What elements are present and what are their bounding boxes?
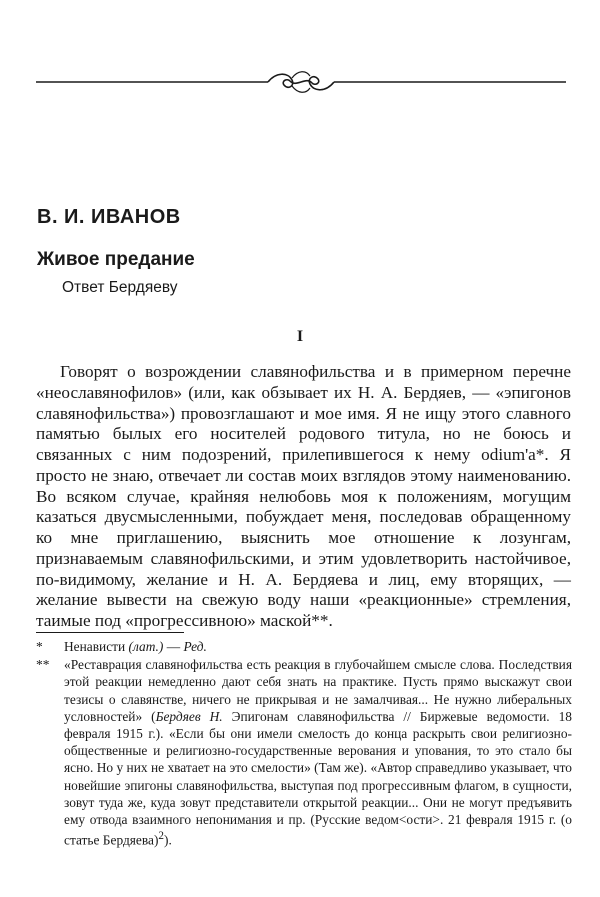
footnote-2 <box>36 656 572 849</box>
footnote-text: Ненависти (лат.) — Ред. <box>64 639 207 654</box>
footnotes <box>36 638 572 849</box>
footnote-divider <box>36 632 184 633</box>
footnote-text: «Реставрация славянофильства есть реакция в глубочайшем смысле слова. Последствия этой реакции немедленно дают себя знать на практике. Пусть прямо выскажут свои тезисы о славянстве, ничего не прикрывая и не замалчивая... Не нужно либеральных условностей» (Бердяев Н. Эпигонам славянофильства // Биржевые ведомости. 18 февраля 1915 г.). «Если бы они имели смелость до конца раскрыть свои религиозно-общественные и религиозно-государственные верования и упования, то это стало бы ясно. Но у них не хватает на это смелости» (Там же). «Автор справедливо указывает, что новейшие эпигоны славянофильства, выступая под прогрессивным флагом, в сущности, зовут туда же, куда зовут представители открытой реакции... Они не могут предъявить ему отвода взаимного непонимания и пр. (Русские ведом<ости>. 21 февраля 1915 г. (о статье Бердяева)$^2$). <box>64 657 572 848</box>
footnote-mark: * <box>36 639 43 654</box>
footnote-mark: ** <box>36 657 50 673</box>
section-numeral: I <box>296 328 304 345</box>
author-name: В. И. ИВАНОВ <box>37 206 181 228</box>
article-title: Живое предание <box>37 249 195 270</box>
article-subtitle: Ответ Бердяеву <box>62 279 178 296</box>
footnote-1 <box>36 638 572 655</box>
scroll-ornament-icon <box>36 68 566 96</box>
body-paragraph: Говорят о возрождении славянофильства и в примерном перечне «неославянофилов» (или, как обзывает их Н. А. Бердяев, — «эпигонов славянофильства») провозглашают и мое имя. Я не ищу этого славного памятью былых его носителей родового титула, но не боюсь и связанных с ним подозрений, прилепившегося к нему odium'a*. Я просто не знаю, отвечает ли состав моих взглядов этому наименованию. Во всяком случае, крайняя нелюбовь моя к положениям, могущим казаться двусмысленными, побуждает меня, последовав обращенному ко мне приглашению, выяснить мое отношение к лозунгам, признаваемым славянофильскими, и этим удовлетворить настойчивое, по-видимому, желание и Н. А. Бердяева и лиц, ему вторящих, — желание вывести на свежую воду наши «реакционные» стремления, таимые под «прогрессивною» маской**. <box>36 362 571 630</box>
